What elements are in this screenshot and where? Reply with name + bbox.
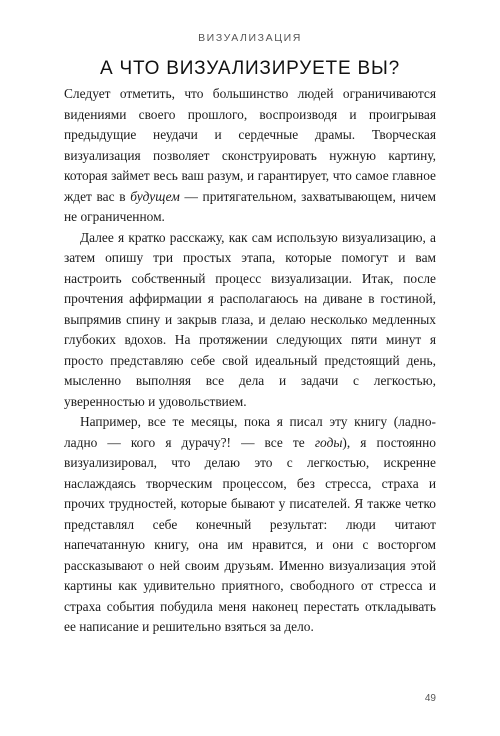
running-head: ВИЗУАЛИЗАЦИЯ: [198, 32, 302, 44]
paragraph-3-text-b: ), я постоянно визуализировал, что делаю это с легкостью, искренне наслаждаясь творческим процессом, без стресса, страха и прочих трудностей, которые бывают у писателей. Я также четко представлял себе конечный результат: люди читают напечатанную книгу, она им нравится, и они с восторгом рассказывают о ней своим друзьям. Именно визуализация этой картины как удивительно приятного, свободного от стресса и страха события побудила меня наконец перестать откладывать ее написание и решительно взяться за дело.: [64, 434, 436, 634]
paragraph-3-text-a: Например, все те месяцы, пока я писал эту книгу (ладно-ладно — кого я дурачу?! — все те: [64, 414, 436, 450]
paragraph-1-emphasis: будущем: [130, 188, 180, 204]
chapter-title: А ЧТО ВИЗУАЛИЗИРУЕТЕ ВЫ?: [100, 58, 400, 79]
body-text: [64, 84, 436, 638]
paragraph-3-emphasis: годы: [314, 434, 343, 450]
paragraph-1-text-b: — притягательном, захватывающем, ничем не ограниченном.: [64, 188, 436, 224]
page-number: 49: [424, 693, 436, 704]
paragraph-1: [64, 84, 436, 228]
paragraph-2: Далее я кратко расскажу, как сам использую визуализацию, а затем опишу три простых этапа, которые помогут и вам настроить собственный процесс визуализации. Итак, после прочтения аффирмации я располагаюсь на диване в гостиной, выпрямив спину и закрыв глаза, и делаю несколько медленных глубоких вдохов. На протяжении следующих пяти минут я просто представляю себе свой идеальный предстоящий день, мысленно выполняя все дела и задачи с легкостью, уверенностью и удовольствием.: [64, 229, 436, 409]
paragraph-1-text-a: Следует отметить, что большинство людей ограничиваются видениями своего прошлого, воспроизводя и проигрывая предыдущие неудачи и сердечные драмы. Творческая визуализация позволяет сконструировать нужную картину, которая займет весь ваш разум, и гарантирует, что самое главное ждет вас в: [64, 86, 436, 204]
paragraph-3: [64, 412, 436, 638]
